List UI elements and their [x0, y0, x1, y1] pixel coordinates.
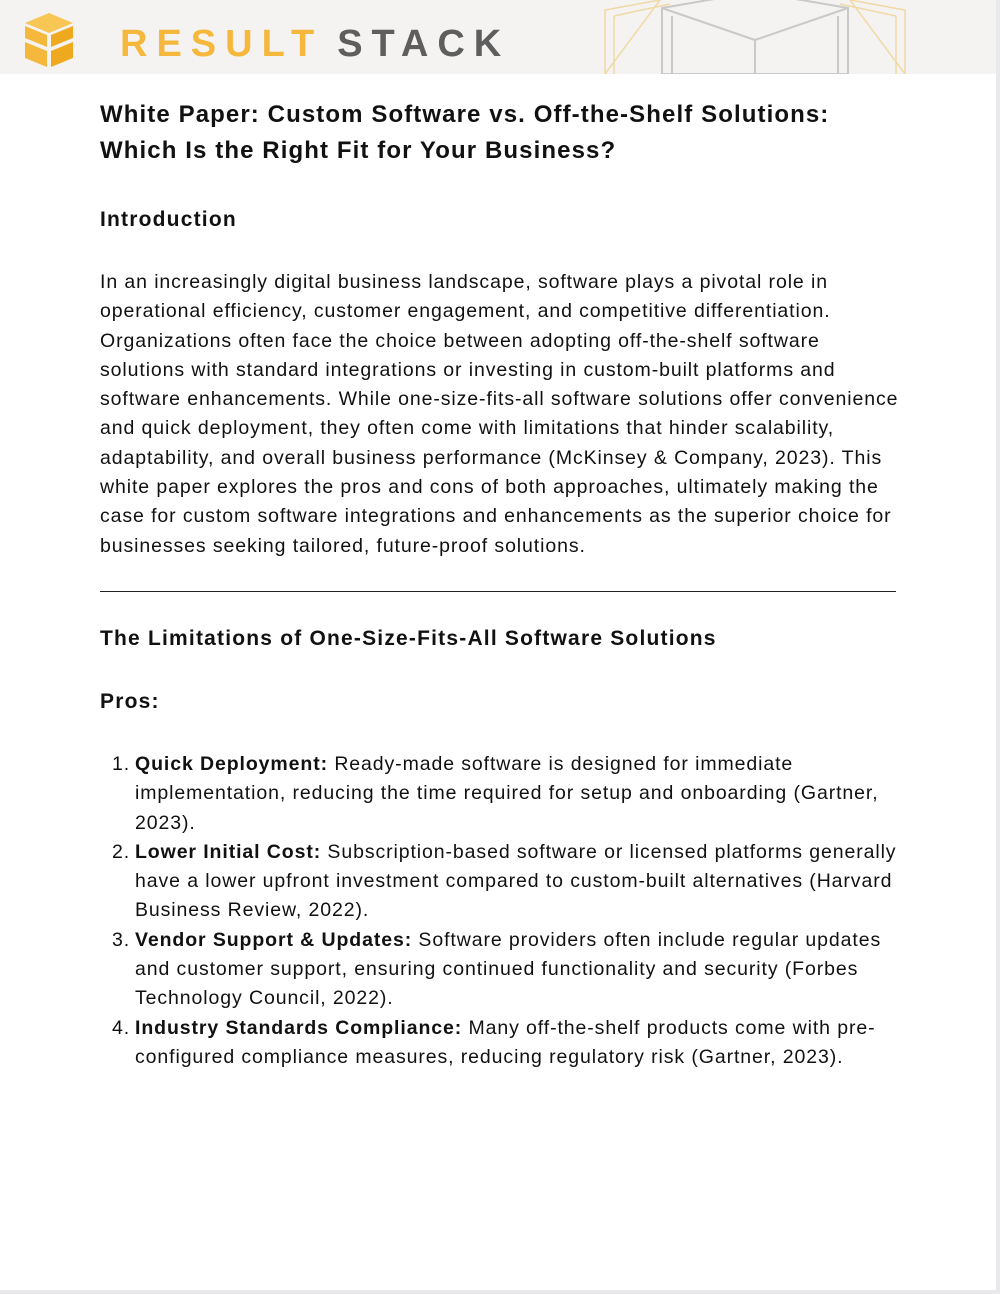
pros-item-title: Vendor Support & Updates:: [135, 928, 413, 951]
document-title: White Paper: Custom Software vs. Off-the-Shelf Solutions: Which Is the Right Fit for Your Business?: [100, 101, 830, 164]
pros-list-item: [100, 750, 900, 838]
pros-item-title: Quick Deployment:: [135, 752, 328, 775]
pros-item-text: Ready-made software is designed for immediate implementation, reducing the time required for setup and onboarding (Gartner, 2023).: [135, 752, 879, 834]
page-edge-right: [996, 0, 1000, 1294]
pros-item-text: Software providers often include regular updates and customer support, ensuring continued functionality and security (Forbes Technology Council, 2022).: [135, 928, 882, 1010]
pros-item-title: Industry Standards Compliance:: [135, 1016, 463, 1039]
pros-item-title: Lower Initial Cost:: [135, 840, 322, 863]
pros-heading: Pros:: [100, 689, 160, 713]
brand-primary: RESULT: [120, 23, 324, 65]
list-number: 4.: [112, 1016, 131, 1039]
introduction-heading: Introduction: [100, 208, 237, 231]
pros-list-item: [100, 926, 900, 1014]
pros-item-text: Subscription-based software or licensed platforms generally have a lower upfront investment compared to custom-built alternatives (Harvard Business Review, 2022).: [135, 840, 897, 922]
page-edge-bottom: [0, 1290, 1000, 1294]
list-number: 3.: [112, 928, 131, 951]
introduction-paragraph: In an increasingly digital business landscape, software plays a pivotal role in operational efficiency, customer engagement, and competitive differentiation. Organizations often face the choice between adopting off-the-shelf software solutions with standard integrations or investing in custom-built platforms and software enhancements. While one-size-fits-all software solutions offer convenience and quick deployment, they often come with limitations that hinder scalability, adaptability, and overall business performance (McKinsey & Company, 2023). This white paper explores the pros and cons of both approaches, ultimately making the case for custom software integrations and enhancements as the superior choice for businesses seeking tailored, future-proof solutions.: [100, 271, 899, 557]
brand-logo-text: [120, 22, 510, 66]
list-number: 2.: [112, 840, 131, 863]
pros-list-item: [100, 1014, 900, 1073]
list-number: 1.: [112, 752, 131, 775]
section-divider: [100, 591, 896, 592]
pros-item-text: Many off-the-shelf products come with pre-configured compliance measures, reducing regulatory risk (Gartner, 2023).: [135, 1016, 876, 1068]
brand-secondary: STACK: [337, 23, 511, 65]
section-heading: The Limitations of One-Size-Fits-All Software Solutions: [100, 626, 717, 650]
box-outline-decoration: [600, 0, 910, 74]
pros-list: [100, 750, 900, 1072]
pros-list-item: [100, 838, 900, 926]
stacked-boxes-icon: [22, 11, 76, 69]
document-body: [100, 97, 900, 1072]
page-header: [0, 0, 996, 74]
